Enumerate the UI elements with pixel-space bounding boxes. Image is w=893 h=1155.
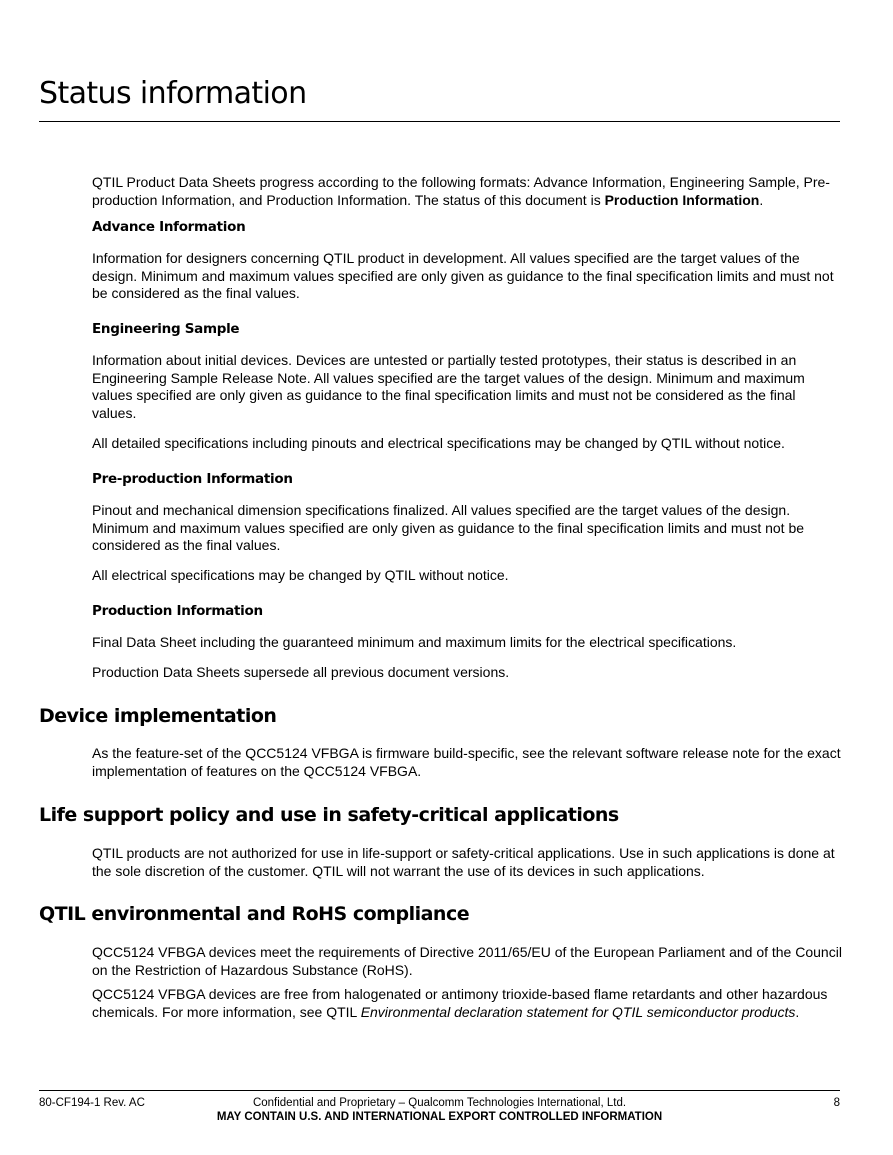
footer-confidential-notice: Confidential and Proprietary – Qualcomm Technologies International, Ltd. [252, 1097, 627, 1109]
footer-export-notice: MAY CONTAIN U.S. AND INTERNATIONAL EXPORT CONTROLLED INFORMATION [216, 1111, 663, 1123]
life-support-heading: Life support policy and use in safety-critical applications [39, 804, 619, 826]
rohs-compliance-heading: QTIL environmental and RoHS compliance [39, 903, 470, 925]
life-support-text: QTIL products are not authorized for use in life-support or safety-critical applications. Use in such applications is done at the sole discretion of the customer. QTIL will not warrant the use of its devices in such applications. [92, 845, 835, 879]
status-intro-text: QTIL Product Data Sheets progress according to the following formats: Advance Information, Engineering Sample, Pre-production Information, and Production Information. The status of this document is [92, 174, 830, 208]
device-implementation-heading: Device implementation [39, 705, 277, 727]
rohs-halogen-text: QCC5124 VFBGA devices are free from halogenated or antimony trioxide-based flame retardants and other hazardous chemicals. For more information, see QTIL [92, 986, 828, 1020]
footer-divider [39, 1090, 840, 1091]
device-implementation-text: As the feature-set of the QCC5124 VFBGA is firmware build-specific, see the relevant software release note for the exact implementation of features on the QCC5124 VFBGA. [92, 745, 841, 779]
rohs-compliance-text: QCC5124 VFBGA devices meet the requirements of Directive 2011/65/EU of the European Parliament and of the Council on the Restriction of Hazardous Substance (RoHS). [92, 944, 842, 978]
preproduction-information-heading: Pre-production Information [92, 471, 293, 487]
preproduction-information-notice: All electrical specifications may be changed by QTIL without notice. [92, 567, 509, 583]
advance-information-heading: Advance Information [92, 219, 246, 235]
production-information-notice: Production Data Sheets supersede all previous document versions. [92, 664, 510, 680]
footer-page-number: 8 [833, 1097, 840, 1109]
advance-information-text: Information for designers concerning QTIL product in development. All values specified are the target values of the design. Minimum and maximum values specified are only given as guidance to the final specification limits and must not be considered as the final values. [92, 250, 834, 301]
footer-document-id: 80-CF194-1 Rev. AC [39, 1097, 145, 1109]
environmental-declaration-reference: Environmental declaration statement for QTIL semiconductor products [360, 1003, 796, 1020]
rohs-halogen-end: . [795, 1003, 800, 1020]
rohs-halogen-paragraph [92, 986, 842, 1021]
title-divider [39, 121, 840, 122]
status-intro-current-status: Production Information [604, 191, 760, 208]
status-intro-paragraph [92, 174, 842, 209]
engineering-sample-notice: All detailed specifications including pinouts and electrical specifications may be changed by QTIL without notice. [92, 435, 785, 451]
preproduction-information-text: Pinout and mechanical dimension specifications finalized. All values specified are the target values of the design. Minimum and maximum values specified are only given as guidance to the final specification limits and must not be considered as the final values. [92, 502, 805, 553]
engineering-sample-heading: Engineering Sample [92, 321, 240, 337]
production-information-heading: Production Information [92, 603, 263, 619]
page-title: Status information [39, 76, 307, 111]
status-intro-end: . [759, 191, 764, 208]
engineering-sample-text: Information about initial devices. Devices are untested or partially tested prototypes, their status is described in an Engineering Sample Release Note. All values specified are the target values of the design. Minimum and maximum values specified are only given as guidance to the final specification limits and must not be considered as the final values. [92, 352, 805, 421]
production-information-text: Final Data Sheet including the guaranteed minimum and maximum limits for the electrical specifications. [92, 634, 737, 650]
